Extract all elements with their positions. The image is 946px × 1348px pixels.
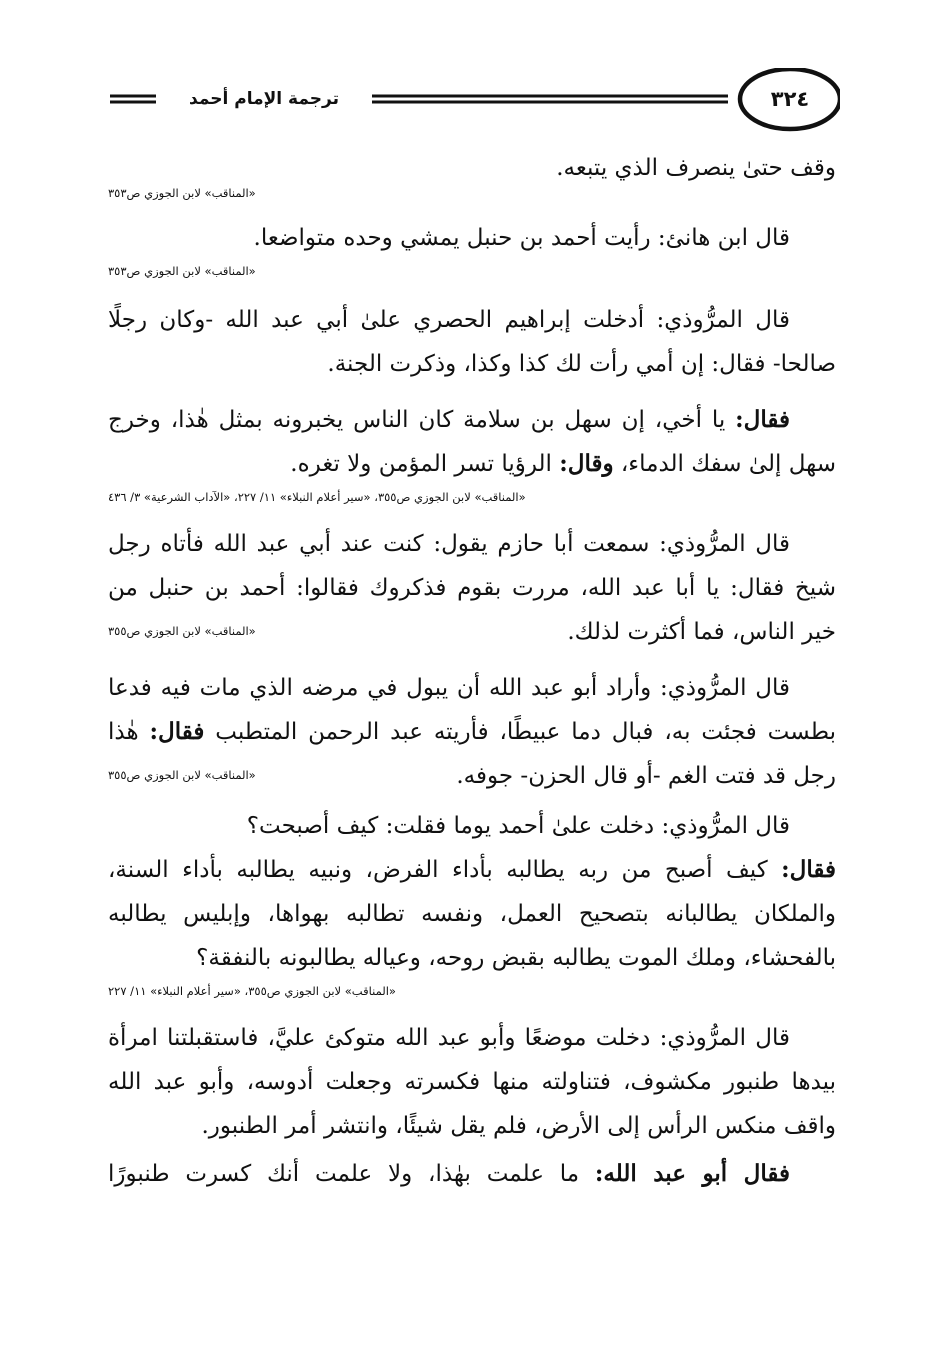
source-reference: «المناقب» لابن الجوزي ص٣٥٣: [108, 264, 256, 278]
text-line: [108, 398, 836, 442]
text-line: [108, 1152, 836, 1196]
text-span: ما علمت بهٰذا، ولا علمت أنك كسرت طنبورًا: [108, 1161, 580, 1187]
text-line: بيدها طنبور مكشوف، فتناولته منها فكسرته وجعلت أدوسه، وأبو عبد الله: [108, 1069, 836, 1095]
text-line: خير الناس، فما أكثرت لذلك.: [567, 619, 836, 645]
page-header: [100, 68, 840, 132]
line-with-reference: [108, 754, 836, 798]
text-line: واقف منكس الرأس إلى الأرض، فلم يقل شيئًا، وانتشر أمر الطنبور.: [201, 1113, 836, 1139]
text-line: قال ابن هانئ: رأيت أحمد بن حنبل يمشي وحده متواضعا.: [253, 225, 790, 251]
text-line: [108, 848, 836, 892]
source-reference: «المناقب» لابن الجوزي ص٣٥٥: [108, 768, 256, 782]
text-line: بالفحشاء، وملك الموت يطالبه بقبض روحه، وعياله يطالبونه بالنفقة؟: [196, 945, 836, 971]
text-line: [108, 710, 836, 754]
source-reference: «المناقب» لابن الجوزي ص٣٥٥، «سير أعلام النبلاء» ١١/ ٢٢٧، «الآداب الشرعية» ٣/ ٤٣٦: [108, 490, 526, 504]
speaker-keyword: فقال أبو عبد الله:: [594, 1160, 790, 1187]
text-line: قال المرُّوذي: سمعت أبا حازم يقول: كنت عند أبي عبد الله فأتاه رجل: [108, 531, 790, 557]
text-span: بطست فجئت به، فبال دما عبيطًا، فأريته عبد الرحمن المتطبب: [215, 719, 836, 745]
text-line: قال المرُّوذي: وأراد أبو عبد الله أن يبول في مرضه الذي مات فيه فدعا: [108, 675, 790, 701]
source-reference: «المناقب» لابن الجوزي ص٣٥٥: [108, 624, 256, 638]
text-line: [108, 442, 836, 486]
text-line: رجل قد فتت الغم -أو قال الحزن- جوفه.: [456, 763, 836, 789]
text-line: صالحا- فقال: إن أمي رأت لك كذا وكذا، وذكرت الجنة.: [327, 351, 836, 377]
page-number: ٣٢٤: [770, 87, 810, 111]
text-line: وقف حتىٰ ينصرف الذي يتبعه.: [556, 155, 836, 181]
line-with-reference: [108, 610, 836, 654]
speaker-keyword: وقال:: [559, 450, 614, 477]
speaker-keyword: فقال:: [781, 856, 836, 883]
text-line: قال المرُّوذي: دخلت علىٰ أحمد يوما فقلت: كيف أصبحت؟: [246, 813, 790, 839]
source-reference: «المناقب» لابن الجوزي ص٣٥٣: [108, 186, 256, 200]
text-span: يا أخي، إن سهل بن سلامة كان الناس يخبرونه بمثل هٰذا، وخرج: [108, 407, 726, 433]
text-line: قال المرُّوذي: أدخلت إبراهيم الحصري علىٰ أبي عبد الله -وكان رجلًا: [108, 307, 790, 333]
text-line: والملكان يطالبانه بتصحيح العمل، ونفسه تطالبه بهواها، وإبليس يطالبه: [108, 901, 836, 927]
speaker-keyword: فقال:: [149, 718, 205, 745]
text-line: قال المرُّوذي: دخلت موضعًا وأبو عبد الله متوكئ عليَّ، فاستقبلتنا امرأة: [108, 1025, 790, 1051]
text-span: كيف أصبح من ربه يطالبه بأداء الفرض، ونبيه يطالبه بأداء السنة،: [108, 857, 768, 883]
page-body: [108, 146, 836, 1196]
text-span: هٰذا: [108, 719, 139, 745]
source-reference: «المناقب» لابن الجوزي ص٣٥٥، «سير أعلام النبلاء» ١١/ ٢٢٧: [108, 984, 396, 998]
text-span: الرؤيا تسر المؤمن ولا تغره.: [290, 451, 552, 477]
running-title: ترجمة الإمام أحمد: [158, 82, 370, 116]
text-line: شيخ فقال: يا أبا عبد الله، مررت بقوم فذكروك فقالوا: أحمد بن حنبل من: [108, 575, 836, 601]
speaker-keyword: فقال:: [735, 406, 790, 433]
text-span: سهل إلىٰ سفك الدماء،: [620, 451, 836, 477]
